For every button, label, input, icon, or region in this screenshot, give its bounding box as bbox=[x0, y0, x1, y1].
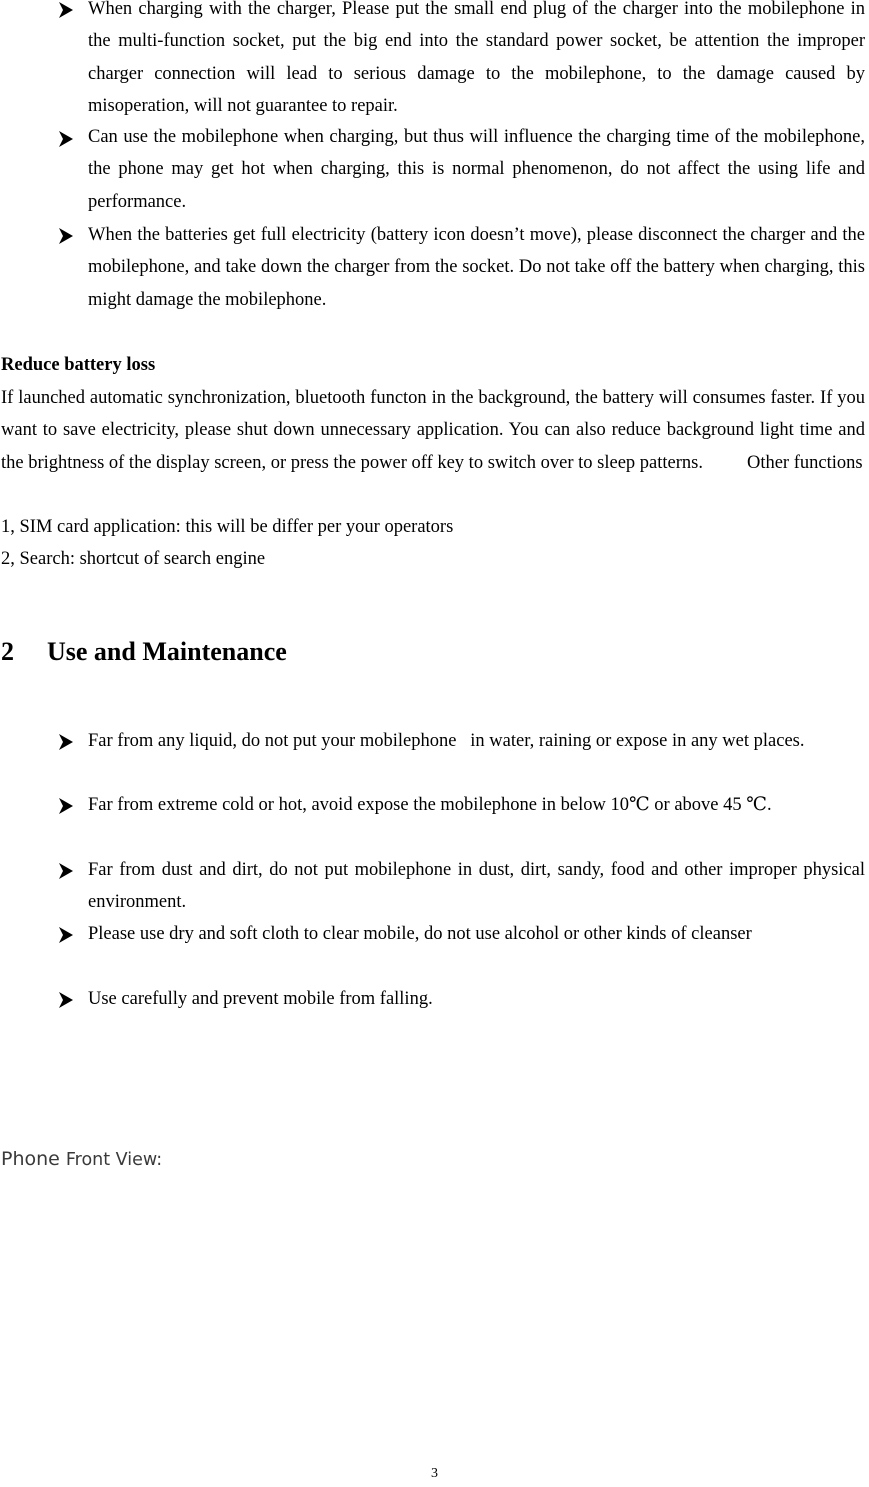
section-number: 2 bbox=[1, 637, 14, 666]
maintenance-bullet-3: Far from dust and dirt, do not put mobilephone in dust, dirt, sandy, food and other improper physical environment. bbox=[88, 860, 865, 913]
arrowhead-bullet-icon bbox=[57, 991, 75, 1009]
maintenance-bullet-5: Use carefully and prevent mobile from falling. bbox=[88, 989, 433, 1009]
arrowhead-bullet-icon bbox=[57, 733, 75, 751]
caption-word-phone: Phone bbox=[1, 1148, 60, 1170]
other-function-item-2: 2, Search: shortcut of search engine bbox=[1, 549, 266, 569]
arrowhead-bullet-icon bbox=[57, 862, 75, 880]
charging-bullet-1: When charging with the charger, Please put the small end plug of the charger into the mobilephone in the multi-function socket, put the big end into the standard power socket, be attention the improper charger connection will lead to serious damage to the mobilephone, to the damage caused by misoperation, will not guarantee to repair. bbox=[88, 0, 865, 117]
charging-bullet-2: Can use the mobilephone when charging, but thus will influence the charging time of the mobilephone, the phone may get hot when charging, this is normal phenomenon, do not affect the using life and performance. bbox=[88, 127, 865, 212]
reduce-battery-heading: Reduce battery loss bbox=[1, 355, 156, 375]
section-heading bbox=[1, 633, 287, 671]
arrowhead-bullet-icon bbox=[57, 926, 75, 944]
arrowhead-bullet-icon bbox=[57, 130, 75, 148]
reduce-battery-body bbox=[1, 382, 865, 479]
other-functions-label: Other functions bbox=[746, 452, 863, 473]
phone-front-view-caption bbox=[1, 1148, 162, 1170]
maintenance-bullet-1: Far from any liquid, do not put your mobilephone in water, raining or expose in any wet places. bbox=[88, 731, 805, 751]
section-title: Use and Maintenance bbox=[47, 637, 287, 666]
charging-bullet-3: When the batteries get full electricity (battery icon doesn’t move), please disconnect the charger and the mobilephone, and take down the charger from the socket. Do not take off the battery when charging, this might damage the mobilephone. bbox=[88, 225, 865, 310]
caption-front-view: Front View: bbox=[65, 1150, 163, 1170]
arrowhead-bullet-icon bbox=[57, 227, 75, 245]
arrowhead-bullet-icon bbox=[57, 1, 75, 19]
maintenance-bullet-2: Far from extreme cold or hot, avoid expose the mobilephone in below 10℃ or above 45 ℃. bbox=[88, 795, 772, 815]
other-function-item-1: 1, SIM card application: this will be differ per your operators bbox=[1, 517, 454, 537]
page-number: 3 bbox=[431, 1466, 438, 1481]
reduce-battery-text: If launched automatic synchronization, bluetooth functon in the background, the battery will consumes faster. If you want to save electricity, please shut down unnecessary application. You can also reduce background light time and the brightness of the display screen, or press the power off key to switch over to sleep patterns. bbox=[1, 388, 865, 473]
arrowhead-bullet-icon bbox=[57, 797, 75, 815]
maintenance-bullet-4: Please use dry and soft cloth to clear mobile, do not use alcohol or other kinds of cleanser bbox=[88, 924, 752, 944]
